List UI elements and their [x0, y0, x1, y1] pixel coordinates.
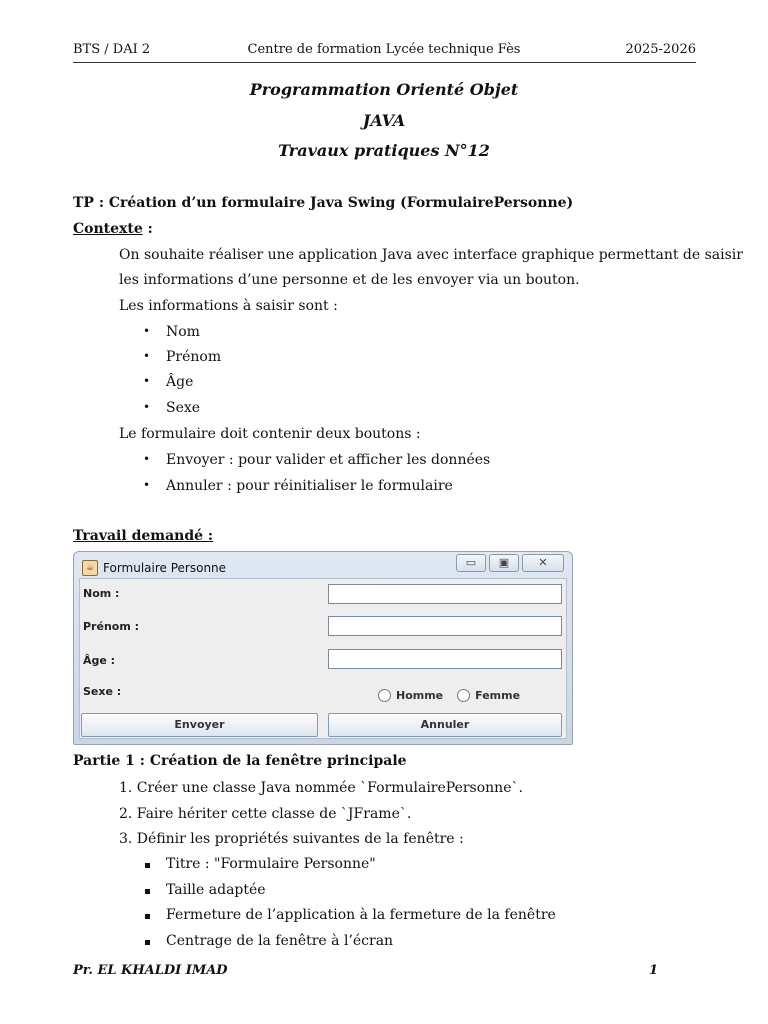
partie1-step-3: 3. Définir les propriétés suivantes de la fenêtre : [119, 831, 464, 847]
square-bullet-icon [145, 914, 150, 919]
label-nom: Nom : [83, 587, 120, 600]
info-item-nom: Nom [166, 324, 200, 340]
annuler-button[interactable]: Annuler [328, 713, 562, 737]
button-item-envoyer: Envoyer : pour valider et afficher les données [166, 452, 491, 468]
header-divider [73, 62, 696, 63]
partie1-step-1: 1. Créer une classe Java nommée `FormulairePersonne`. [119, 780, 523, 796]
info-item-age: Âge [166, 374, 194, 390]
window-controls [456, 554, 564, 572]
window-title: Formulaire Personne [103, 561, 227, 575]
contexte-heading: Contexte [73, 221, 143, 237]
tp-number-title: Travaux pratiques N°12 [278, 141, 490, 160]
travail-heading: Travail demandé : [73, 528, 214, 544]
label-prenom: Prénom : [83, 620, 140, 633]
contexte-heading-line [73, 221, 153, 237]
swing-window-screenshot [73, 551, 573, 745]
bullet-icon: • [143, 349, 151, 363]
contexte-paragraph-line1: On souhaite réaliser une application Java avec interface graphique permettant de saisir [119, 247, 743, 263]
contexte-heading-suffix: : [142, 221, 153, 237]
tp-title: TP : Création d’un formulaire Java Swing (FormulairePersonne) [73, 195, 574, 211]
radio-homme[interactable] [378, 689, 391, 702]
envoyer-button[interactable]: Envoyer [81, 713, 318, 737]
nom-input[interactable] [328, 584, 562, 604]
bullet-icon: • [143, 400, 151, 414]
property-fermeture: Fermeture de l’application à la fermeture de la fenêtre [166, 907, 556, 923]
bullet-icon: • [143, 452, 151, 466]
close-icon[interactable]: ✕ [522, 554, 564, 572]
info-item-sexe: Sexe [166, 400, 201, 416]
header-right: 2025-2026 [625, 42, 696, 57]
bullet-icon: • [143, 324, 151, 338]
label-sexe: Sexe : [83, 685, 122, 698]
buttons-intro: Le formulaire doit contenir deux boutons : [119, 426, 421, 442]
sexe-radio-group [378, 689, 520, 702]
contexte-paragraph-line2: les informations d’une personne et de les envoyer via un bouton. [119, 272, 580, 288]
infos-intro: Les informations à saisir sont : [119, 298, 338, 314]
property-taille: Taille adaptée [166, 882, 266, 898]
page-number: 1 [648, 963, 658, 978]
footer-author: Pr. EL KHALDI IMAD [73, 963, 228, 978]
property-centrage: Centrage de la fenêtre à l’écran [166, 933, 394, 949]
square-bullet-icon [145, 863, 150, 868]
bullet-icon: • [143, 374, 151, 388]
radio-homme-label: Homme [396, 689, 444, 702]
partie1-step-2: 2. Faire hériter cette classe de `JFrame`. [119, 806, 412, 822]
square-bullet-icon [145, 940, 150, 945]
label-age: Âge : [83, 654, 116, 667]
square-bullet-icon [145, 889, 150, 894]
info-item-prenom: Prénom [166, 349, 222, 365]
header-left: BTS / DAI 2 [73, 42, 151, 57]
window-titlebar [82, 558, 226, 578]
minimize-icon[interactable]: ▭ [456, 554, 486, 572]
maximize-icon[interactable]: ▣ [489, 554, 519, 572]
button-item-annuler: Annuler : pour réinitialiser le formulaire [166, 478, 453, 494]
java-cup-icon: ☕ [82, 560, 98, 576]
course-title: Programmation Orienté Objet [249, 80, 519, 99]
radio-femme[interactable] [457, 689, 470, 702]
property-titre: Titre : "Formulaire Personne" [166, 856, 376, 872]
radio-femme-label: Femme [475, 689, 521, 702]
prenom-input[interactable] [328, 616, 562, 636]
language-title: JAVA [362, 111, 406, 130]
form-panel [79, 578, 567, 739]
header-center: Centre de formation Lycée technique Fès [247, 42, 521, 57]
bullet-icon: • [143, 478, 151, 492]
age-input[interactable] [328, 649, 562, 669]
partie1-heading: Partie 1 : Création de la fenêtre principale [73, 753, 407, 769]
